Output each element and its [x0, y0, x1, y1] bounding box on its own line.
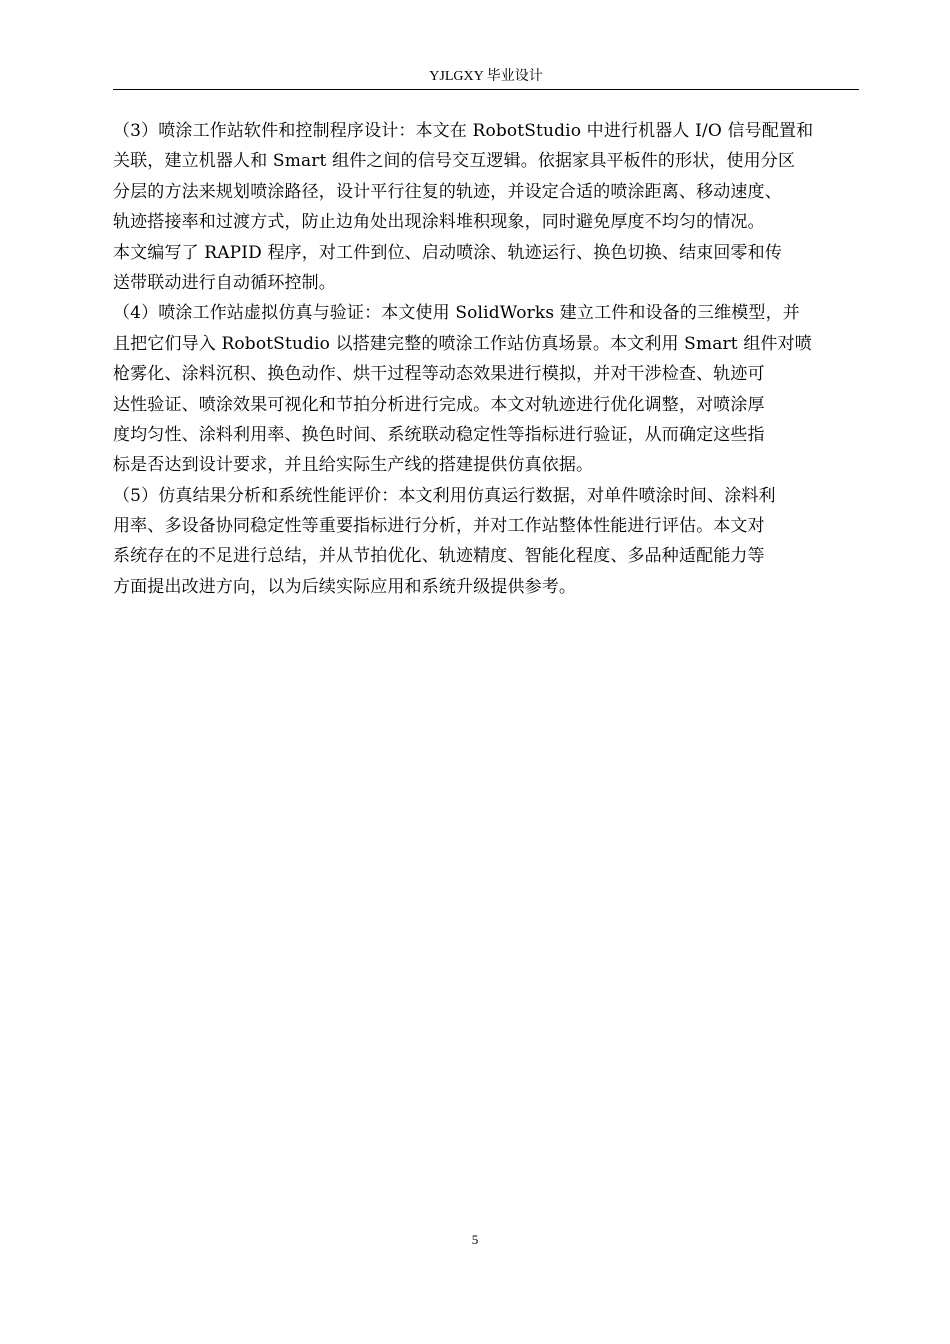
page-number-text: 5: [471, 1232, 479, 1247]
paragraph-line: （5）仿真结果分析和系统性能评价：本文利用仿真运行数据，对单件喷涂时间、涂料利: [113, 485, 776, 506]
paragraph-line: （3）喷涂工作站软件和控制程序设计：本文在 RobotStudio 中进行机器人 I/O 信号配置和: [113, 121, 814, 141]
paragraph-line: 分层的方法来规划喷涂路径，设计平行往复的轨迹，并设定合适的喷涂距离、移动速度、: [113, 181, 782, 202]
paragraph-line: 本文编写了 RAPID 程序，对工件到位、启动喷涂、轨迹运行、换色切换、结束回零和传: [113, 242, 782, 263]
paragraph-3: [113, 116, 863, 298]
paragraph-line: 关联，建立机器人和 Smart 组件之间的信号交互逻辑。依据家具平板件的形状，使用分区: [113, 151, 796, 172]
paragraph-line: 标是否达到设计要求，并且给实际生产线的搭建提供仿真依据。: [113, 455, 594, 476]
header-title: YJLGXY 毕业设计: [429, 69, 543, 84]
paragraph-line: 达性验证、喷涂效果可视化和节拍分析进行完成。本文对轨迹进行优化调整，对喷涂厚: [113, 394, 765, 415]
paragraph-line: 度均匀性、涂料利用率、换色时间、系统联动稳定性等指标进行验证，从而确定这些指: [113, 424, 765, 445]
paragraph-4: [113, 298, 863, 480]
page-number: [0, 1231, 950, 1249]
paragraph-line: 方面提出改进方向，以为后续实际应用和系统升级提供参考。: [113, 576, 577, 597]
paragraph-line: 系统存在的不足进行总结，并从节拍优化、轨迹精度、智能化程度、多品种适配能力等: [113, 546, 765, 567]
paragraph-5: [113, 481, 863, 603]
paragraph-line: 轨迹搭接率和过渡方式，防止边角处出现涂料堆积现象，同时避免厚度不均匀的情况。: [113, 212, 765, 233]
paragraph-line: 送带联动进行自动循环控制。: [113, 272, 336, 293]
paragraph-line: 且把它们导入 RobotStudio 以搭建完整的喷涂工作站仿真场景。本文利用 Smart 组件对喷: [113, 333, 812, 354]
paragraph-line: 用率、多设备协同稳定性等重要指标进行分析，并对工作站整体性能进行评估。本文对: [113, 516, 765, 537]
paragraph-line: 枪雾化、涂料沉积、换色动作、烘干过程等动态效果进行模拟，并对干涉检查、轨迹可: [113, 364, 765, 385]
paragraph-line: （4）喷涂工作站虚拟仿真与验证：本文使用 SolidWorks 建立工件和设备的三维模型，并: [113, 303, 800, 324]
page-body: [113, 116, 863, 602]
page-header: [113, 66, 859, 90]
